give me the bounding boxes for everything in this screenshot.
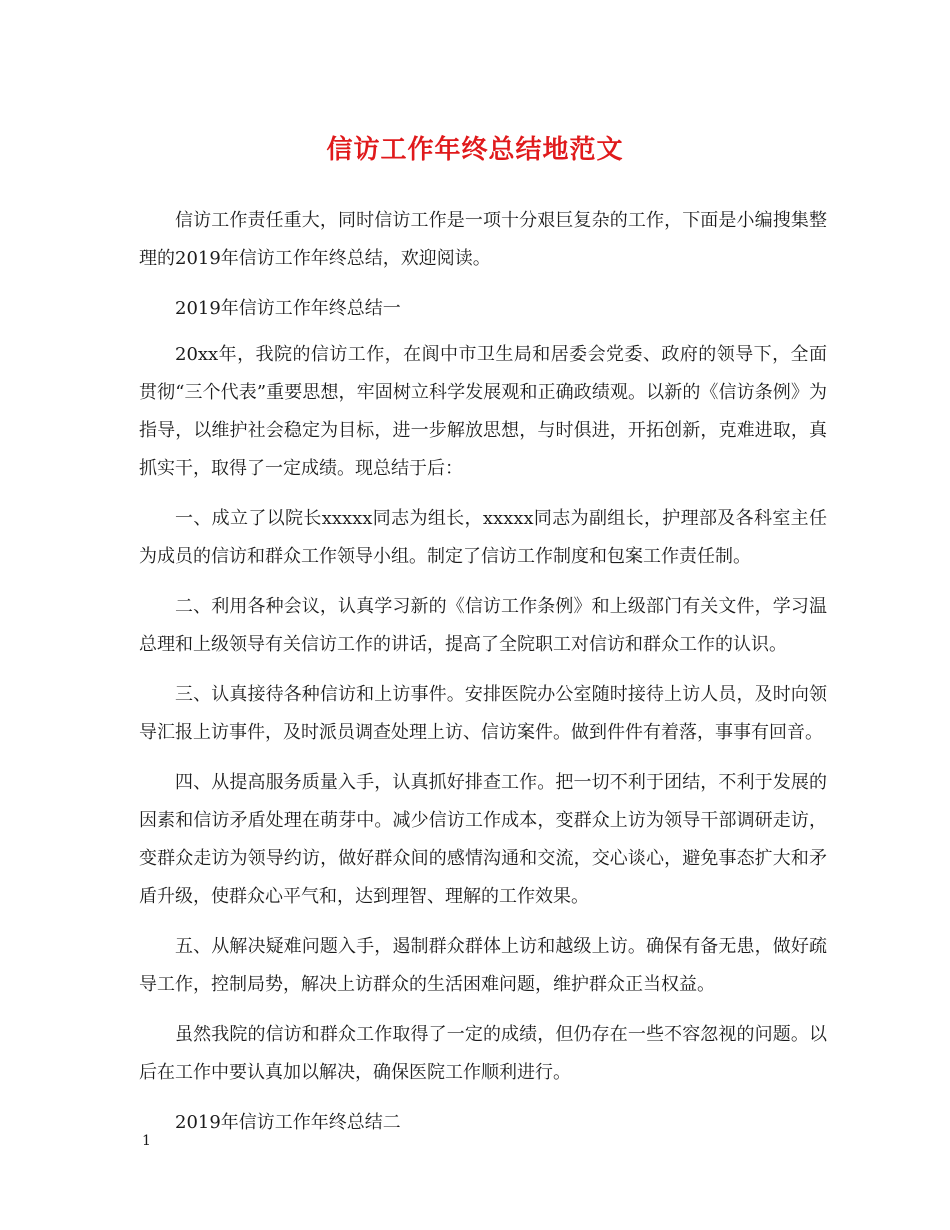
item-one-paragraph: 一、成立了以院长xxxxx同志为组长，xxxxx同志为副组长，护理部及各科室主任为成员的信访和群众工作领导小组。制定了信访工作制度和包案工作责任制。: [139, 508, 827, 567]
section-heading-one: 2019年信访工作年终总结一: [175, 298, 401, 319]
intro-paragraph: 信访工作责任重大，同时信访工作是一项十分艰巨复杂的工作，下面是小编搜集整理的2019年信访工作年终总结，欢迎阅读。: [139, 210, 827, 269]
document-body: [139, 202, 827, 1154]
document-title: 信访工作年终总结地范文: [326, 135, 624, 165]
item-four-paragraph: 四、从提高服务质量入手，认真抓好排查工作。把一切不利于团结，不利于发展的因素和信访矛盾处理在萌芽中。减少信访工作成本，变群众上访为领导干部调研走访，变群众走访为领导约访，做好群众间的感情沟通和交流，交心谈心，避免事态扩大和矛盾升级，使群众心平气和，达到理智、理解的工作效果。: [139, 772, 827, 907]
page-number: 1: [142, 1133, 151, 1149]
item-three-paragraph: 三、认真接待各种信访和上访事件。安排医院办公室随时接待上访人员，及时向领导汇报上访事件，及时派员调查处理上访、信访案件。做到件件有着落，事事有回音。: [139, 684, 827, 743]
summary-paragraph: 20xx年，我院的信访工作，在阆中市卫生局和居委会党委、政府的领导下，全面贯彻“三个代表”重要思想，牢固树立科学发展观和正确政绩观。以新的《信访条例》为指导，以维护社会稳定为目标，进一步解放思想，与时俱进，开拓创新，克难进取，真抓实干，取得了一定成绩。现总结于后：: [139, 344, 827, 479]
section-heading-two: 2019年信访工作年终总结二: [175, 1112, 401, 1133]
item-five-paragraph: 五、从解决疑难问题入手，遏制群众群体上访和越级上访。确保有备无患，做好疏导工作，控制局势，解决上访群众的生活困难问题，维护群众正当权益。: [139, 936, 827, 995]
conclusion-paragraph: 虽然我院的信访和群众工作取得了一定的成绩，但仍存在一些不容忽视的问题。以后在工作中要认真加以解决，确保医院工作顺利进行。: [139, 1024, 827, 1083]
item-two-paragraph: 二、利用各种会议，认真学习新的《信访工作条例》和上级部门有关文件，学习温总理和上级领导有关信访工作的讲话，提高了全院职工对信访和群众工作的认识。: [139, 596, 827, 655]
